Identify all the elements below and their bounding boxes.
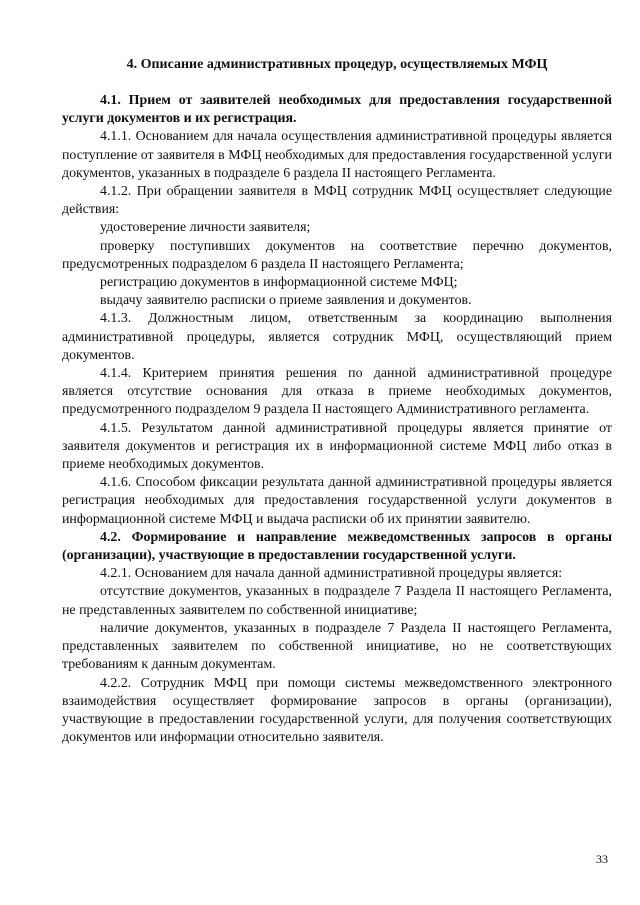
list-item: проверку поступивших документов на соответствие перечню документов, предусмотренных подразделом 6 раздела II настоящего Регламента; bbox=[62, 238, 612, 272]
list-item: наличие документов, указанных в подразделе 7 Раздела II настоящего Регламента, представленных заявителем по собственной инициативе, но не соответствующих требованиям к данным документам. bbox=[62, 620, 612, 673]
section-title: 4. Описание административных процедур, осуществляемых МФЦ bbox=[126, 57, 548, 72]
list-item: регистрацию документов в информационной системе МФЦ; bbox=[100, 275, 458, 291]
list-item: отсутствие документов, указанных в подразделе 7 Раздела II настоящего Регламента, не представленных заявителем по собственной инициативе; bbox=[62, 584, 612, 618]
list-item: удостоверение личности заявителя; bbox=[100, 220, 311, 236]
paragraph-4-2-2: 4.2.2. Сотрудник МФЦ при помощи системы межведомственного электронного взаимодействия осуществляет формирование запросов в органы (организации), участвующие в предоставлении государственной услуги, для получения соответствующих документов или информации относительно заявителя. bbox=[62, 675, 612, 746]
subsection-heading-4-1: 4.1. Прием от заявителей необходимых для предоставления государственной услуги документов и их регистрация. bbox=[62, 93, 612, 127]
paragraph-4-1-6: 4.1.6. Способом фиксации результата данной административной процедуры является регистрация необходимых для предоставления государственной услуги документов в информационной системе МФЦ и выдача расписки об их принятии заявителю. bbox=[62, 475, 612, 527]
paragraph-4-1-2: 4.1.2. При обращении заявителя в МФЦ сотрудник МФЦ осуществляет следующие действия: bbox=[62, 184, 612, 218]
paragraph-4-1-1: 4.1.1. Основанием для начала осуществления административной процедуры является поступление от заявителя в МФЦ необходимых для предоставления государственной услуги документов, указанных в подразделе 6 раздела II настоящего Регламента. bbox=[62, 129, 612, 181]
paragraph-4-2-1: 4.2.1. Основанием для начала данной административной процедуры является: bbox=[100, 566, 563, 582]
paragraph-4-1-3: 4.1.3. Должностным лицом, ответственным за координацию выполнения административной процедуры, является сотрудник МФЦ, осуществляющий прием документов. bbox=[62, 311, 612, 363]
paragraph-4-1-4: 4.1.4. Критерием принятия решения по данной административной процедуре является отсутствие основания для отказа в приеме необходимых документов, предусмотренного подразделом 9 раздела II настоящего Административного регламента. bbox=[62, 366, 612, 418]
list-item: выдачу заявителю расписки о приеме заявления и документов. bbox=[100, 293, 472, 309]
document-page bbox=[62, 56, 612, 747]
page-number: 33 bbox=[596, 852, 608, 866]
subsection-heading-4-2: 4.2. Формирование и направление межведомственных запросов в органы (организации), участвующие в предоставлении государственной услуги. bbox=[62, 529, 612, 564]
paragraph-4-1-5: 4.1.5. Результатом данной административной процедуры является принятие от заявителя документов и регистрация их в информационной системе МФЦ либо отказ в приеме необходимых документов. bbox=[62, 420, 612, 473]
